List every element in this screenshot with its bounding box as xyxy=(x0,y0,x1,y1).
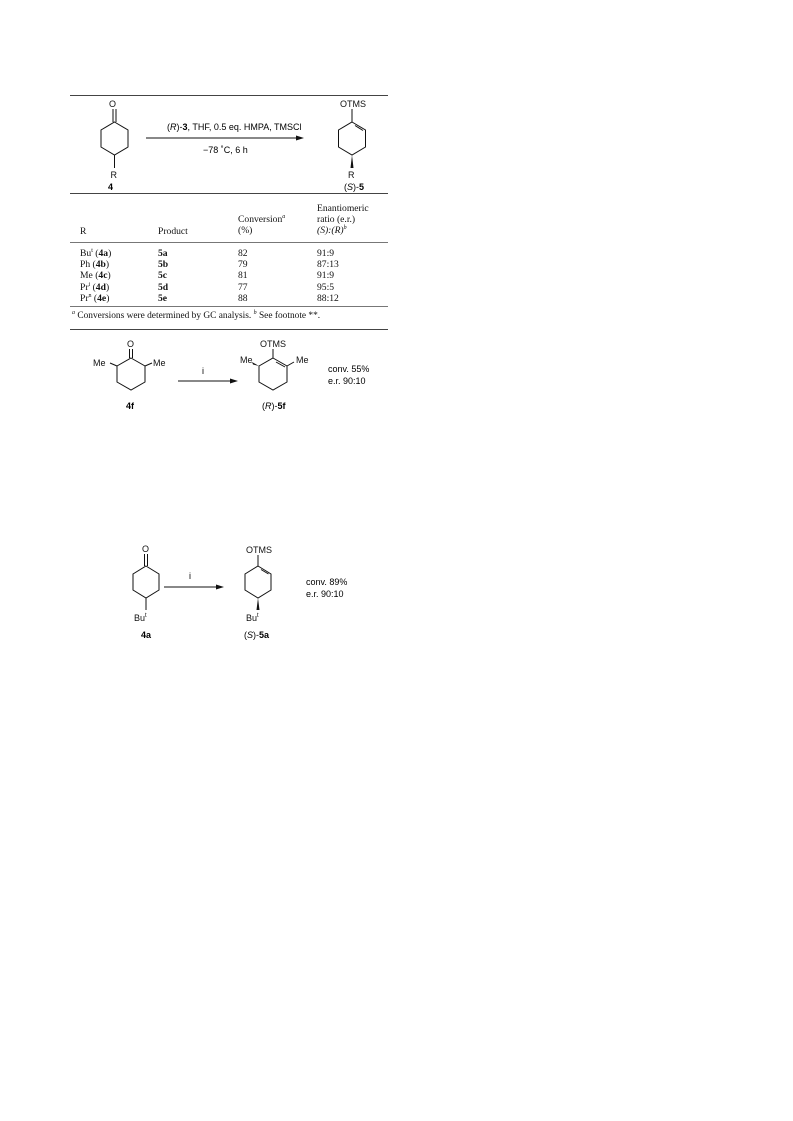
row-r-code: 4c xyxy=(98,270,108,282)
col-header-r: R xyxy=(80,226,87,237)
compound-label-s5: (S)-5 xyxy=(344,182,365,192)
scheme1-product-structure xyxy=(325,96,395,196)
footnote-b-text: See footnote **. xyxy=(256,311,321,321)
table-footnote xyxy=(72,311,320,322)
scheme3-substituent-sup: t xyxy=(145,613,147,619)
scheme2-ketone-structure xyxy=(90,338,180,398)
scheme2-product-structure xyxy=(240,338,335,400)
row-r-code: 4d xyxy=(95,281,106,293)
scheme2-config: R xyxy=(265,401,272,411)
scheme3-config: S xyxy=(247,630,254,640)
col-header-er-line1: Enantiomeric xyxy=(317,203,369,214)
row-r: Bu xyxy=(80,248,92,259)
scheme3-product-number: 5a xyxy=(259,630,270,640)
row-r-code: 4a xyxy=(98,248,109,259)
conditions-config: R xyxy=(170,122,177,132)
scheme2-result xyxy=(328,363,369,387)
col-header-conversion xyxy=(238,214,285,236)
row-er: 87:13 xyxy=(317,259,339,271)
table-cell-er xyxy=(317,270,334,281)
compound-label-r5f: (R)-5f xyxy=(262,401,286,411)
scheme3-product-substituent-sup: t xyxy=(257,613,259,619)
table-header-rule xyxy=(70,242,388,243)
row-product: 5a xyxy=(158,248,168,259)
conditions-paren-open: ( xyxy=(167,122,170,132)
row-r: Pr xyxy=(80,281,89,293)
footnote-b-mark: b xyxy=(253,309,257,316)
conditions-reagents: , THF, 0.5 eq. HMPA, TMSCl xyxy=(187,122,302,132)
scheme2-product-otms: OTMS xyxy=(260,339,286,349)
row-r-sup: i xyxy=(88,281,91,288)
row-r: Ph xyxy=(80,259,91,271)
ketone-substituent-label: R xyxy=(110,170,117,180)
table-cell-product xyxy=(158,248,168,259)
table-cell-r: Bu$^t$ (4a) xyxy=(80,247,112,259)
row-r-code: 4e xyxy=(97,292,107,304)
col-header-conversion-sup: a xyxy=(282,213,286,220)
conditions-reagent-number: 3 xyxy=(182,122,188,132)
row-product: 5e xyxy=(158,292,168,304)
row-conversion: 88 xyxy=(238,292,248,304)
scheme2-me-left: Me xyxy=(93,358,106,368)
scheme3-arrow-label: i xyxy=(189,571,191,581)
scheme2-product-number: 5f xyxy=(277,401,286,411)
footnote-rule xyxy=(70,329,388,330)
conditions-bottom: −78 ˚C, 6 h xyxy=(203,145,248,155)
product-otms-label: OTMS xyxy=(340,99,366,109)
ketone-oxygen-label: O xyxy=(109,99,117,109)
scheme3-product-otms: OTMS xyxy=(246,545,272,555)
scheme2-er: e.r. 90:10 xyxy=(328,376,366,386)
col-header-er xyxy=(317,203,369,236)
scheme3-substituent-text: Bu xyxy=(134,613,146,623)
table-cell-conversion xyxy=(238,259,248,270)
scheme2-conversion: conv. 55% xyxy=(328,364,370,374)
table-cell-product xyxy=(158,282,168,293)
table-cell-product xyxy=(158,293,167,304)
row-conversion: 79 xyxy=(238,259,248,271)
compound-label-s5a: (S)-5a xyxy=(244,630,270,640)
scheme2-arrow-label: i xyxy=(202,366,204,376)
row-conversion: 81 xyxy=(238,270,248,282)
footnote-a-text: Conversions were determined by GC analysis. xyxy=(75,311,254,321)
row-conversion: 77 xyxy=(238,281,248,293)
row-r-sup: t xyxy=(91,247,93,254)
table-cell-product xyxy=(158,270,167,281)
table-cell-conversion xyxy=(238,293,248,304)
scheme3-result xyxy=(306,576,347,600)
scheme3-er: e.r. 90:10 xyxy=(306,589,344,599)
compound-label-config: S xyxy=(347,182,354,192)
row-conversion: 82 xyxy=(238,248,248,259)
scheme3-product-structure xyxy=(235,544,295,630)
conditions-top xyxy=(167,122,302,132)
conditions-paren-close: )- xyxy=(176,122,183,132)
table-cell-er xyxy=(317,293,339,304)
compound-number-4: 4 xyxy=(108,182,114,192)
scheme3-substituent xyxy=(134,613,147,623)
col-header-conversion-unit: (%) xyxy=(238,225,253,236)
scheme3-ketone-oxygen: O xyxy=(142,544,150,554)
row-r: Me xyxy=(80,270,93,282)
scheme1-ketone-structure xyxy=(90,96,140,196)
row-product: 5b xyxy=(158,259,169,271)
row-er: 91:9 xyxy=(317,248,335,259)
table-cell-conversion xyxy=(238,282,248,293)
table-cell-r: Pr$^i$ (4d) xyxy=(80,281,110,293)
scheme2-me-right: Me xyxy=(153,358,166,368)
row-er: 95:5 xyxy=(317,281,335,293)
scheme2-product-me-left: Me xyxy=(240,355,253,365)
scheme-table-rule xyxy=(70,193,388,194)
table-bottom-rule xyxy=(70,306,388,307)
table-cell-r: Me (4c) xyxy=(80,270,111,282)
footnote-a-mark: a xyxy=(72,309,75,316)
row-er: 88:12 xyxy=(317,292,339,304)
row-er: 91:9 xyxy=(317,270,335,282)
scheme3-product-substituent-text: Bu xyxy=(246,613,258,623)
reaction-arrow-2 xyxy=(178,376,240,386)
table-cell-conversion xyxy=(238,248,248,259)
table-cell-product xyxy=(158,259,168,270)
row-r: Pr xyxy=(80,292,89,304)
compound-label-number: 5 xyxy=(359,182,365,192)
reaction-arrow-3 xyxy=(164,582,226,592)
col-header-er-line2: ratio (e.r.) xyxy=(317,214,356,225)
table-cell-r: Ph (4b) xyxy=(80,259,110,271)
scheme3-product-substituent xyxy=(246,613,259,623)
table-cell-conversion xyxy=(238,270,248,281)
compound-number-4a: 4a xyxy=(141,630,152,640)
scheme2-product-me-right: Me xyxy=(296,355,309,365)
row-product: 5c xyxy=(158,270,168,282)
col-header-er-sup: b xyxy=(343,224,347,231)
col-header-product: Product xyxy=(158,226,188,237)
col-header-conversion-text: Conversion xyxy=(238,214,283,225)
row-r-sup: n xyxy=(88,292,92,299)
product-substituent-label: R xyxy=(348,170,355,180)
row-product: 5d xyxy=(158,281,169,293)
table-cell-r: Pr$^n$ (4e) xyxy=(80,292,110,304)
col-header-er-line3: (S):(R) xyxy=(317,225,344,236)
table-cell-er xyxy=(317,282,334,293)
table-cell-er xyxy=(317,248,334,259)
scheme3-conversion: conv. 89% xyxy=(306,577,348,587)
reaction-arrow-1 xyxy=(146,133,306,143)
row-r-code: 4b xyxy=(95,259,106,271)
compound-number-4f: 4f xyxy=(126,401,135,411)
scheme2-ketone-oxygen: O xyxy=(127,339,135,349)
table-cell-er xyxy=(317,259,339,270)
